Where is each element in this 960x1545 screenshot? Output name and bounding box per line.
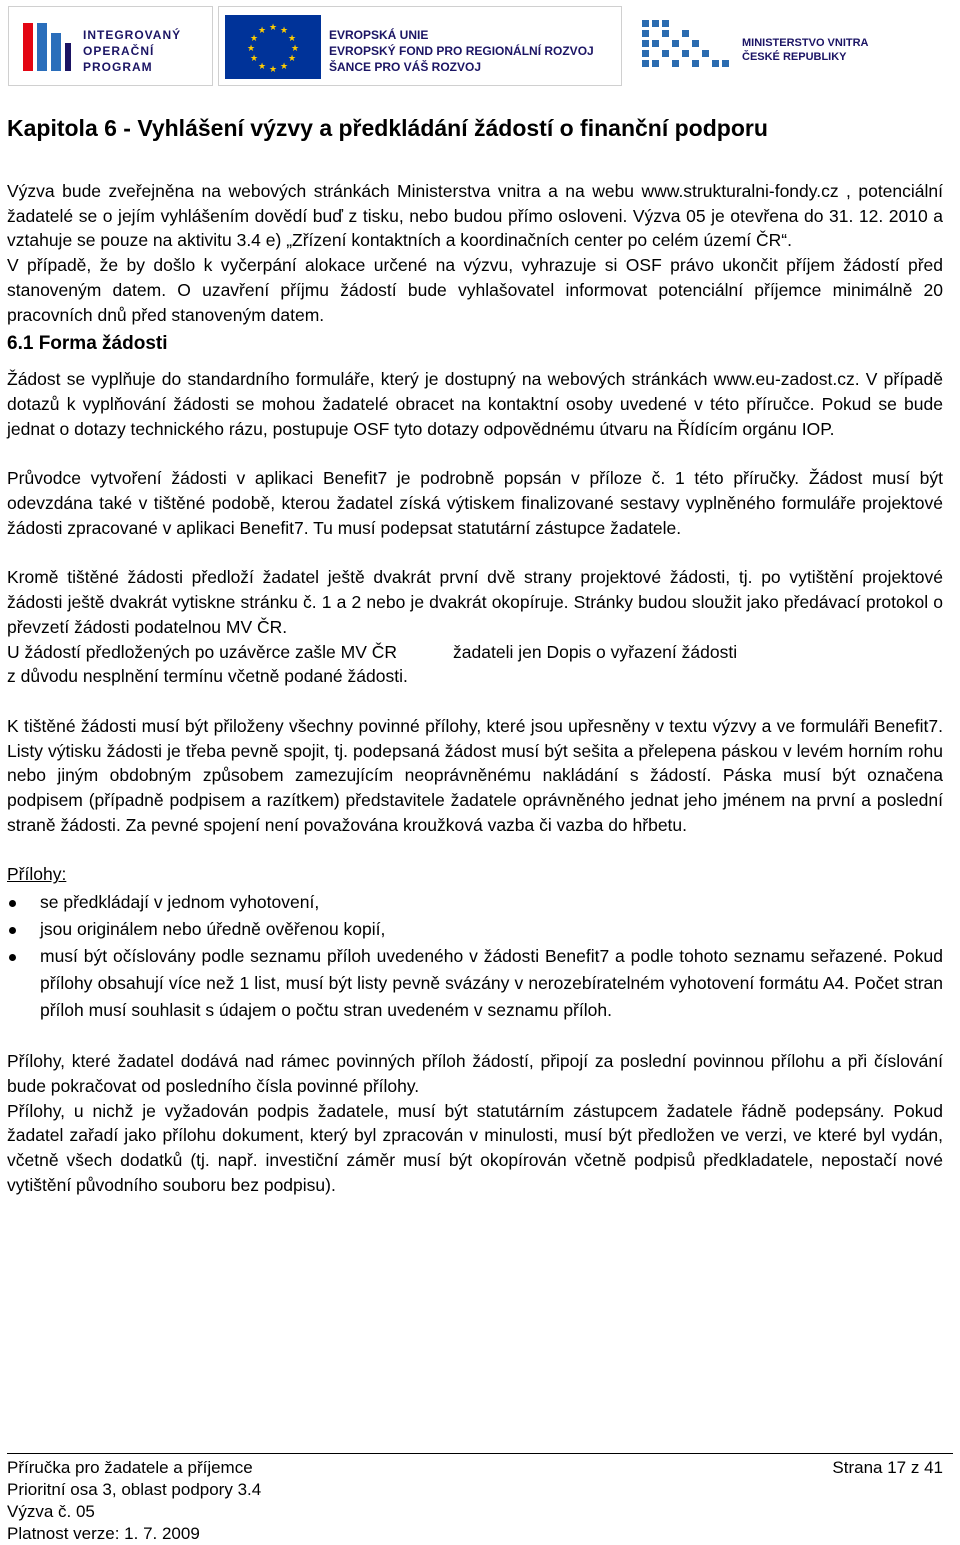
- paragraph-optional-attachments: Přílohy, které žadatel dodává nad rámec povinných příloh žádostí, připojí za poslední povinnou přílohu a při číslování bude pokračovat od posledního čísla povinné přílohy.: [7, 1051, 943, 1096]
- iop-logo-text: [83, 27, 181, 75]
- list-item-text: se předkládají v jednom vyhotovení,: [40, 892, 320, 913]
- list-item-text: jsou originálem nebo úředně ověřenou kopií,: [40, 919, 386, 940]
- page-header: [0, 0, 960, 92]
- eu-logo-line: EVROPSKÝ FOND PRO REGIONÁLNÍ ROZVOJ: [329, 44, 594, 58]
- bullet-icon: [9, 900, 16, 907]
- page-footer: [7, 1457, 943, 1545]
- iop-logo: [8, 6, 213, 86]
- list-item: [7, 943, 943, 1024]
- bullet-icon: [9, 954, 16, 961]
- svg-text:★: ★: [279, 62, 289, 72]
- document-body: [7, 113, 943, 1197]
- footer-document-title: Příručka pro žadatele a příjemce: [7, 1458, 253, 1477]
- svg-text:★: ★: [246, 44, 256, 54]
- svg-text:★: ★: [268, 65, 278, 75]
- spacer: [7, 689, 943, 714]
- svg-text:★: ★: [257, 62, 267, 72]
- attachments-list: [7, 889, 943, 1024]
- eu-logo: [218, 6, 622, 86]
- paragraph-late-applications: [7, 640, 943, 689]
- footer-divider: [7, 1453, 953, 1454]
- mvcr-logo-text: [742, 36, 869, 64]
- late-applications-part-3: z důvodu nesplnění termínu včetně podané žádosti.: [7, 666, 408, 687]
- bullet-icon: [9, 927, 16, 934]
- paragraph-benefit7-guide: Průvodce vytvoření žádosti v aplikaci Benefit7 je podrobně popsán v příloze č. 1 této příručky. Žádost musí být odevzdána také v tištěné podobě, kterou žadatel získá výtiskem finalizované sestavy vyplněného formuláře projektové žádosti zpracované v aplikaci Benefit7. Tu musí podepsat statutární zástupce žadatele.: [7, 468, 943, 538]
- chapter-title: Kapitola 6 - Vyhlášení výzvy a předkládání žádostí o finanční podporu: [7, 115, 768, 141]
- svg-text:★: ★: [249, 34, 259, 44]
- mvcr-dots-emblem-icon: [640, 16, 740, 76]
- attachments-heading: Přílohy:: [7, 864, 67, 885]
- svg-text:★: ★: [287, 34, 297, 44]
- late-applications-part-2: žadateli jen Dopis o vyřazení žádosti: [453, 641, 738, 662]
- footer-priority-axis: Prioritní osa 3, oblast podpory 3.4: [7, 1480, 262, 1499]
- eu-logo-text: [329, 27, 594, 75]
- paragraph-call-publication: Výzva bude zveřejněna na webových stránkách Ministerstva vnitra a na webu www.strukturalni-fondy.cz , potenciální žadatelé se o jejím vyhlášením dovědí buď z tisku, nebo budou přímo osloveni. Výzva 05 je otevřena do 31. 12. 2010 a vztahuje se pouze na aktivitu 3.4 e) „Zřízení kontaktních a koordinačních center po celém území ČR“.: [7, 181, 943, 251]
- iop-logo-line: INTEGROVANÝ: [83, 28, 182, 42]
- spacer: [7, 837, 943, 862]
- footer-call-number: Výzva č. 05: [7, 1502, 95, 1521]
- paragraph-printed-copies: Kromě tištěné žádosti předloží žadatel ještě dvakrát první dvě strany projektové žádosti, tj. po vytištění projektové žádosti ještě dvakrát vytiskne stránku č. 1 a 2 nebo je dvakrát okopíruje. Stránky budou sloužit jako předávací protokol o převzetí žádosti podatelnou MV ČR.: [7, 567, 943, 637]
- spacer: [7, 540, 943, 565]
- eu-flag-icon: [225, 15, 321, 79]
- svg-text:★: ★: [290, 44, 300, 54]
- mvcr-logo-line: MINISTERSTVO VNITRA: [742, 37, 869, 49]
- list-item: [7, 889, 943, 916]
- spacer: [7, 441, 943, 466]
- svg-text:★: ★: [249, 54, 259, 64]
- paragraph-signed-attachments: Přílohy, u nichž je vyžadován podpis žadatele, musí být statutárním zástupcem žadatele řádně podepsány. Pokud žadatel zařadí jako přílohu dokument, který byl zpracován v minulosti, musí být předložen ve verzi, ve které byl vydán, včetně všech dodatků (tj. např. investiční záměr musí být okopírován včetně podpisů předkladatele, nepostačí nové vytištění původního souboru bez podpisu).: [7, 1100, 943, 1195]
- eu-logo-line: ŠANCE PRO VÁŠ ROZVOJ: [329, 60, 482, 74]
- iop-logo-line: PROGRAM: [83, 60, 153, 74]
- iop-emblem-icon: [19, 19, 75, 75]
- list-item: [7, 916, 943, 943]
- late-applications-part-1: U žádostí předložených po uzávěrce zašle MV ČR: [7, 641, 398, 662]
- svg-text:★: ★: [268, 23, 278, 33]
- svg-text:★: ★: [287, 54, 297, 64]
- iop-logo-line: OPERAČNÍ: [83, 44, 155, 58]
- footer-version-date: Platnost verze: 1. 7. 2009: [7, 1524, 200, 1543]
- section-heading-6-1: 6.1 Forma žádosti: [7, 333, 168, 355]
- paragraph-mandatory-attachments: K tištěné žádosti musí být přiloženy všechny povinné přílohy, které jsou upřesněny v textu výzvy a ve formuláři Benefit7. Listy výtisku žádosti je třeba pevně spojit, tj. podepsaná žádost musí být sešita a přelepena páskou v levém horním rohu nebo jiným obdobným způsobem zamezujícím neoprávněnému nakládání s žádostí. Páska musí být označena podpisem (případně podpisem a razítkem) představitele žadatele oprávněného jednat jeho jménem na první a poslední straně žádosti. Za pevné spojení není považována kroužková vazba či vazba do hřbetu.: [7, 715, 943, 835]
- list-item-text: musí být očíslovány podle seznamu příloh uvedeného v žádosti Benefit7 a podle tohoto seznamu seřazené. Pokud přílohy obsahují více než 1 list, musí být listy pevně svázány v nerozebíratelném vyhotovení formátu A4. Počet stran příloh musí souhlasit s údajem o počtu stran uvedeném v seznamu příloh.: [40, 946, 943, 1021]
- footer-page-number: Strana 17 z 41: [832, 1458, 943, 1477]
- svg-text:★: ★: [257, 26, 267, 36]
- paragraph-allocation-exhaustion: V případě, že by došlo k vyčerpání alokace určené na výzvu, vyhrazuje si OSF právo ukončit příjem žádostí před stanoveným datem. O uzavření příjmu žádostí bude vyhlašovatel informovat potenciální příjemce minimálně 20 pracovních dnů před stanoveným datem.: [7, 255, 943, 325]
- paragraph-application-form: Žádost se vyplňuje do standardního formuláře, který je dostupný na webových stránkách www.eu-zadost.cz. V případě dotazů k vyplňování žádosti se mohou žadatelé obracet na kontaktní osoby uvedené v této příručce. Pokud se bude jednat o dotazy technického rázu, postupuje OSF tyto dotazy odpovědnému útvaru na Řídícím orgánu IOP.: [7, 369, 943, 439]
- spacer: [7, 1024, 943, 1049]
- mvcr-logo-line: ČESKÉ REPUBLIKY: [742, 51, 847, 63]
- eu-logo-line: EVROPSKÁ UNIE: [329, 28, 429, 42]
- mvcr-logo: [630, 6, 952, 86]
- svg-text:★: ★: [279, 26, 289, 36]
